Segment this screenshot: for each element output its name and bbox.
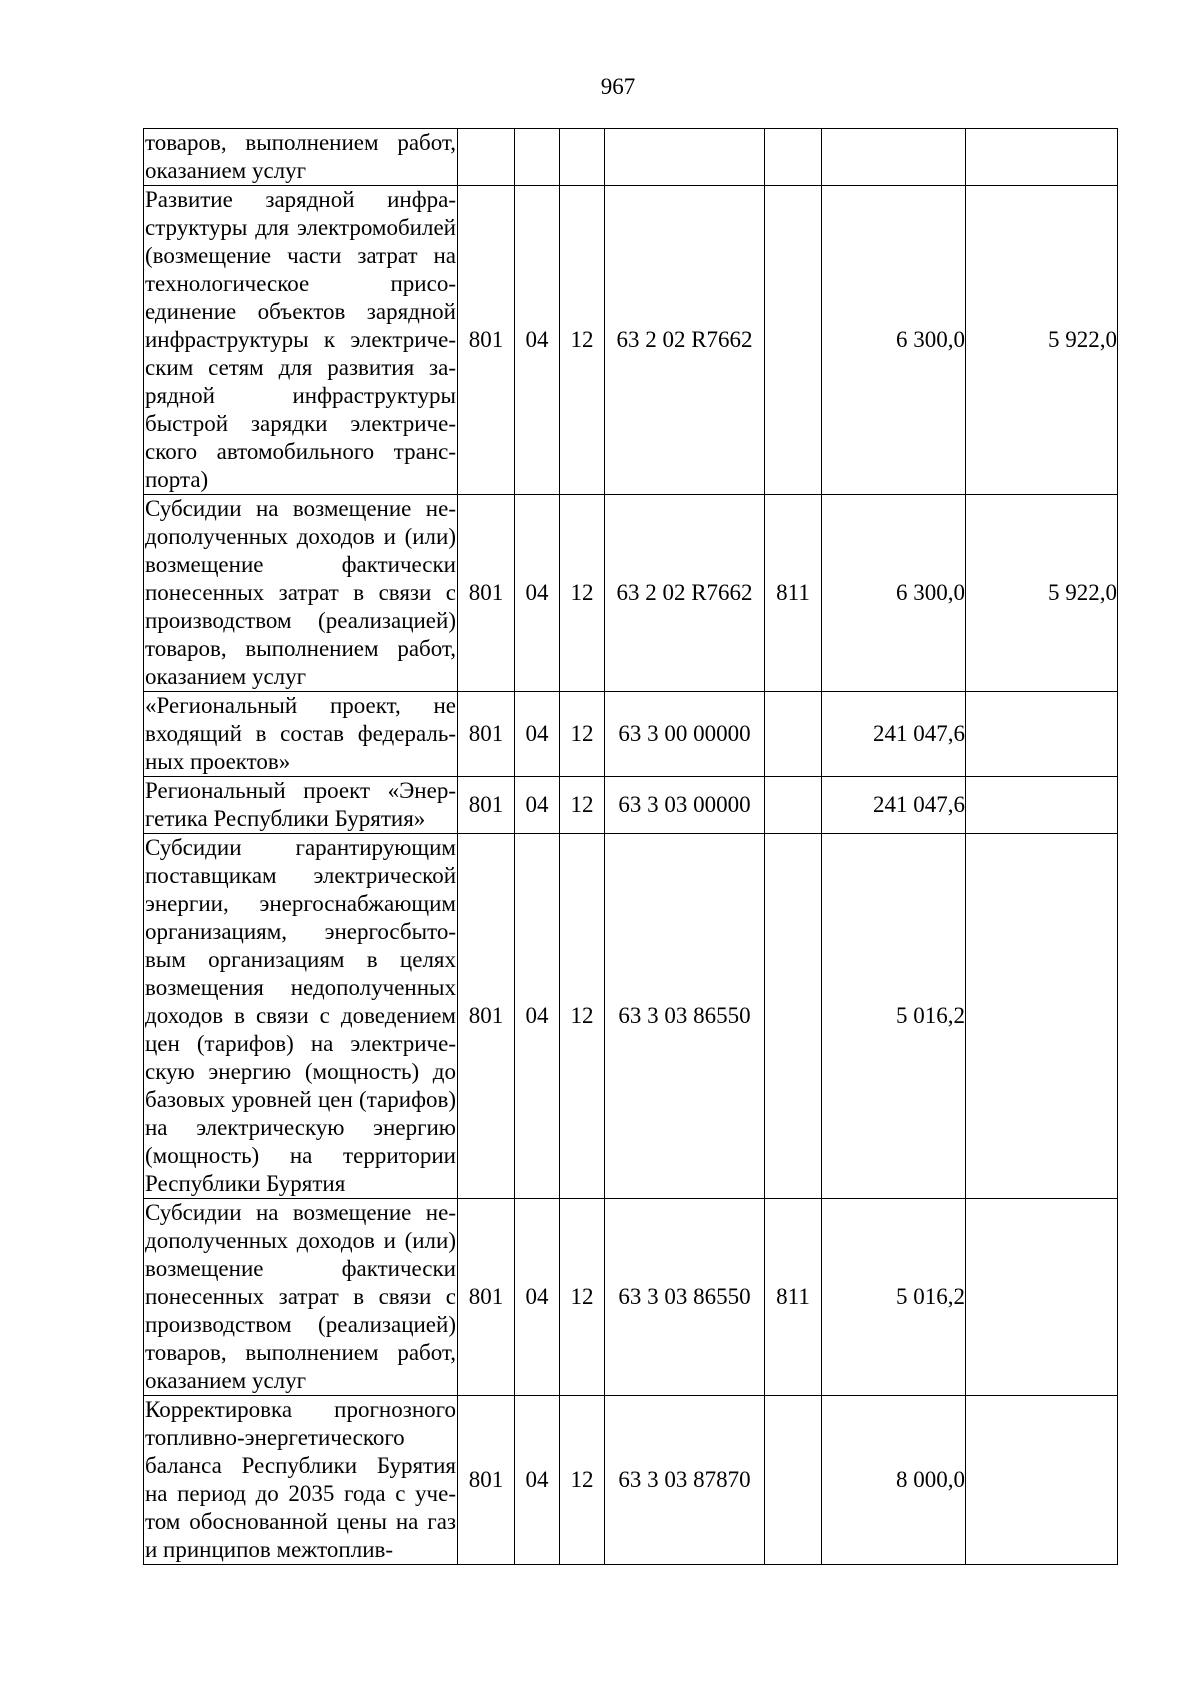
section-code: 04 [515,1199,560,1396]
table-row [144,1199,1118,1396]
table-row [144,834,1118,1199]
table-row [144,495,1118,692]
subsection-code: 12 [560,1396,605,1565]
expense-type-code: 811 [765,1199,822,1396]
row-name: Корректировка прогнозного топливно-энергетического баланса Республики Бурятия на период до 2035 года с учетом обоснованной цены на газ и принципов межтоплив- [144,1396,458,1565]
amount-first: 241 047,6 [822,692,966,777]
ministry-code: 801 [458,495,515,692]
amount-first: 6 300,0 [822,495,966,692]
target-article-code: 63 3 03 87870 [605,1396,765,1565]
section-code: 04 [515,777,560,834]
table-row [144,129,1118,186]
subsection-code: 12 [560,495,605,692]
amount-second [966,1396,1118,1565]
section-code: 04 [515,495,560,692]
expense-type-code [765,186,822,495]
row-name: Субсидии на возмещение недополученных доходов и (или) возмещение фактически понесенных затрат в связи с производством (реализацией) товаров, выполнением работ, оказанием услуг [144,495,458,692]
target-article-code [605,129,765,186]
row-name: Региональный проект «Энергетика Республики Бурятия» [144,777,458,834]
table-row [144,777,1118,834]
section-code [515,129,560,186]
amount-first: 5 016,2 [822,1199,966,1396]
expense-type-code: 811 [765,495,822,692]
amount-first: 8 000,0 [822,1396,966,1565]
amount-first: 5 016,2 [822,834,966,1199]
amount-first [822,129,966,186]
amount-second [966,129,1118,186]
section-code: 04 [515,1396,560,1565]
amount-first: 6 300,0 [822,186,966,495]
section-code: 04 [515,834,560,1199]
target-article-code: 63 3 03 86550 [605,834,765,1199]
amount-second [966,777,1118,834]
amount-second: 5 922,0 [966,186,1118,495]
amount-second: 5 922,0 [966,495,1118,692]
row-name: Субсидии гарантирующим поставщикам электрической энергии, энергоснабжающим организациям, энергосбытовым организациям в целях возмещения недополученных доходов в связи с доведением цен (тарифов) на электрическую энергию (мощность) до базовых уровней цен (тарифов) на электрическую энергию (мощность) на территории Республики Бурятия [144,834,458,1199]
expense-type-code [765,777,822,834]
amount-second [966,1199,1118,1396]
amount-second [966,834,1118,1199]
section-code: 04 [515,692,560,777]
ministry-code [458,129,515,186]
target-article-code: 63 2 02 R7662 [605,186,765,495]
target-article-code: 63 3 03 86550 [605,1199,765,1396]
section-code: 04 [515,186,560,495]
table-row [144,692,1118,777]
target-article-code: 63 3 03 00000 [605,777,765,834]
row-name: Субсидии на возмещение недополученных доходов и (или) возмещение фактически понесенных затрат в связи с производством (реализацией) товаров, выполнением работ, оказанием услуг [144,1199,458,1396]
ministry-code: 801 [458,1396,515,1565]
budget-table [143,128,1118,1565]
subsection-code: 12 [560,834,605,1199]
ministry-code: 801 [458,186,515,495]
amount-first: 241 047,6 [822,777,966,834]
subsection-code: 12 [560,777,605,834]
row-name: «Региональный проект, не входящий в состав федеральных проектов» [144,692,458,777]
subsection-code: 12 [560,692,605,777]
table-row [144,186,1118,495]
subsection-code: 12 [560,1199,605,1396]
page-number: 967 [600,74,636,99]
ministry-code: 801 [458,834,515,1199]
subsection-code [560,129,605,186]
row-name: Развитие зарядной инфраструктуры для электромобилей (возмещение части затрат на технологическое присоединение объектов зарядной инфраструктуры к электрическим сетям для развития зарядной инфраструктуры быстрой зарядки электрического автомобильного транспорта) [144,186,458,495]
amount-second [966,692,1118,777]
ministry-code: 801 [458,777,515,834]
ministry-code: 801 [458,692,515,777]
target-article-code: 63 3 00 00000 [605,692,765,777]
expense-type-code [765,834,822,1199]
target-article-code: 63 2 02 R7662 [605,495,765,692]
expense-type-code [765,1396,822,1565]
table-row [144,1396,1118,1565]
row-name: товаров, выполнением работ, оказанием услуг [144,129,458,186]
ministry-code: 801 [458,1199,515,1396]
expense-type-code [765,692,822,777]
expense-type-code [765,129,822,186]
subsection-code: 12 [560,186,605,495]
